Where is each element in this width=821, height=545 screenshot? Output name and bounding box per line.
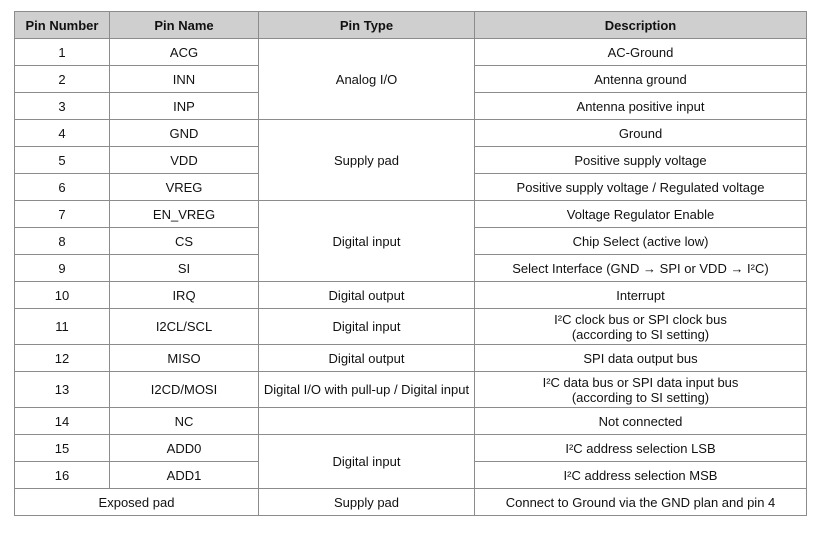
table-row [15,435,807,462]
header-pin-name: Pin Name [110,12,259,39]
pin-type-cell: Digital input [259,309,475,345]
description-cell: Voltage Regulator Enable [475,201,807,228]
pin-description-table [14,11,807,516]
description-cell [475,309,807,345]
description-cell: Select Interface (GND → SPI or VDD → I²C) [475,255,807,282]
pin-name-cell: ADD0 [110,435,259,462]
pin-number-cell: 6 [15,174,110,201]
table-row-exposed-pad [15,489,807,516]
pin-name-cell: VREG [110,174,259,201]
description-line: (according to SI setting) [571,326,710,342]
description-cell [475,372,807,408]
pin-name-cell: ACG [110,39,259,66]
pin-type-cell: Digital I/O with pull-up / Digital input [259,372,475,408]
pin-name-cell: SI [110,255,259,282]
table-row [15,39,807,66]
description-line: I²C data bus or SPI data input bus [542,374,739,390]
pin-number-cell: 13 [15,372,110,408]
header-description: Description [475,12,807,39]
pin-name-cell: NC [110,408,259,435]
description-line: I²C clock bus or SPI clock bus [554,311,727,327]
description-cell: Antenna positive input [475,93,807,120]
pin-number-cell: 11 [15,309,110,345]
description-cell: Antenna ground [475,66,807,93]
description-cell: I²C address selection LSB [475,435,807,462]
exposed-pad-label: Exposed pad [15,489,259,516]
pin-name-cell: CS [110,228,259,255]
pin-name-cell: IRQ [110,282,259,309]
pin-type-cell: Supply pad [259,489,475,516]
pin-number-cell: 9 [15,255,110,282]
table-row [15,201,807,228]
pin-number-cell: 7 [15,201,110,228]
description-cell: SPI data output bus [475,345,807,372]
table-row [15,282,807,309]
pin-number-cell: 2 [15,66,110,93]
pin-type-cell: Supply pad [259,120,475,201]
pin-table-container [14,11,807,516]
table-row [15,120,807,147]
table-row [15,408,807,435]
pin-type-cell: Analog I/O [259,39,475,120]
pin-number-cell: 12 [15,345,110,372]
pin-number-cell: 5 [15,147,110,174]
pin-name-cell: ADD1 [110,462,259,489]
pin-name-cell: MISO [110,345,259,372]
table-row [15,309,807,345]
description-line: (according to SI setting) [571,389,710,405]
pin-type-cell: Digital input [259,435,475,489]
pin-number-cell: 3 [15,93,110,120]
pin-type-cell: Digital input [259,201,475,282]
pin-number-cell: 10 [15,282,110,309]
table-row [15,372,807,408]
description-cell: Chip Select (active low) [475,228,807,255]
header-pin-number: Pin Number [15,12,110,39]
description-cell: I²C address selection MSB [475,462,807,489]
pin-number-cell: 1 [15,39,110,66]
pin-type-cell: Digital output [259,282,475,309]
table-header-row [15,12,807,39]
pin-name-cell: VDD [110,147,259,174]
pin-type-cell [259,408,475,435]
header-pin-type: Pin Type [259,12,475,39]
description-cell: Interrupt [475,282,807,309]
pin-number-cell: 4 [15,120,110,147]
description-cell: Ground [475,120,807,147]
description-cell: Positive supply voltage / Regulated voltage [475,174,807,201]
pin-number-cell: 16 [15,462,110,489]
pin-type-cell: Digital output [259,345,475,372]
pin-number-cell: 8 [15,228,110,255]
pin-number-cell: 15 [15,435,110,462]
description-cell: Positive supply voltage [475,147,807,174]
pin-name-cell: GND [110,120,259,147]
pin-name-cell: I2CL/SCL [110,309,259,345]
table-row [15,345,807,372]
pin-name-cell: EN_VREG [110,201,259,228]
description-cell: Not connected [475,408,807,435]
pin-name-cell: I2CD/MOSI [110,372,259,408]
description-cell: AC-Ground [475,39,807,66]
pin-name-cell: INN [110,66,259,93]
description-cell: Connect to Ground via the GND plan and pin 4 [475,489,807,516]
pin-number-cell: 14 [15,408,110,435]
pin-name-cell: INP [110,93,259,120]
